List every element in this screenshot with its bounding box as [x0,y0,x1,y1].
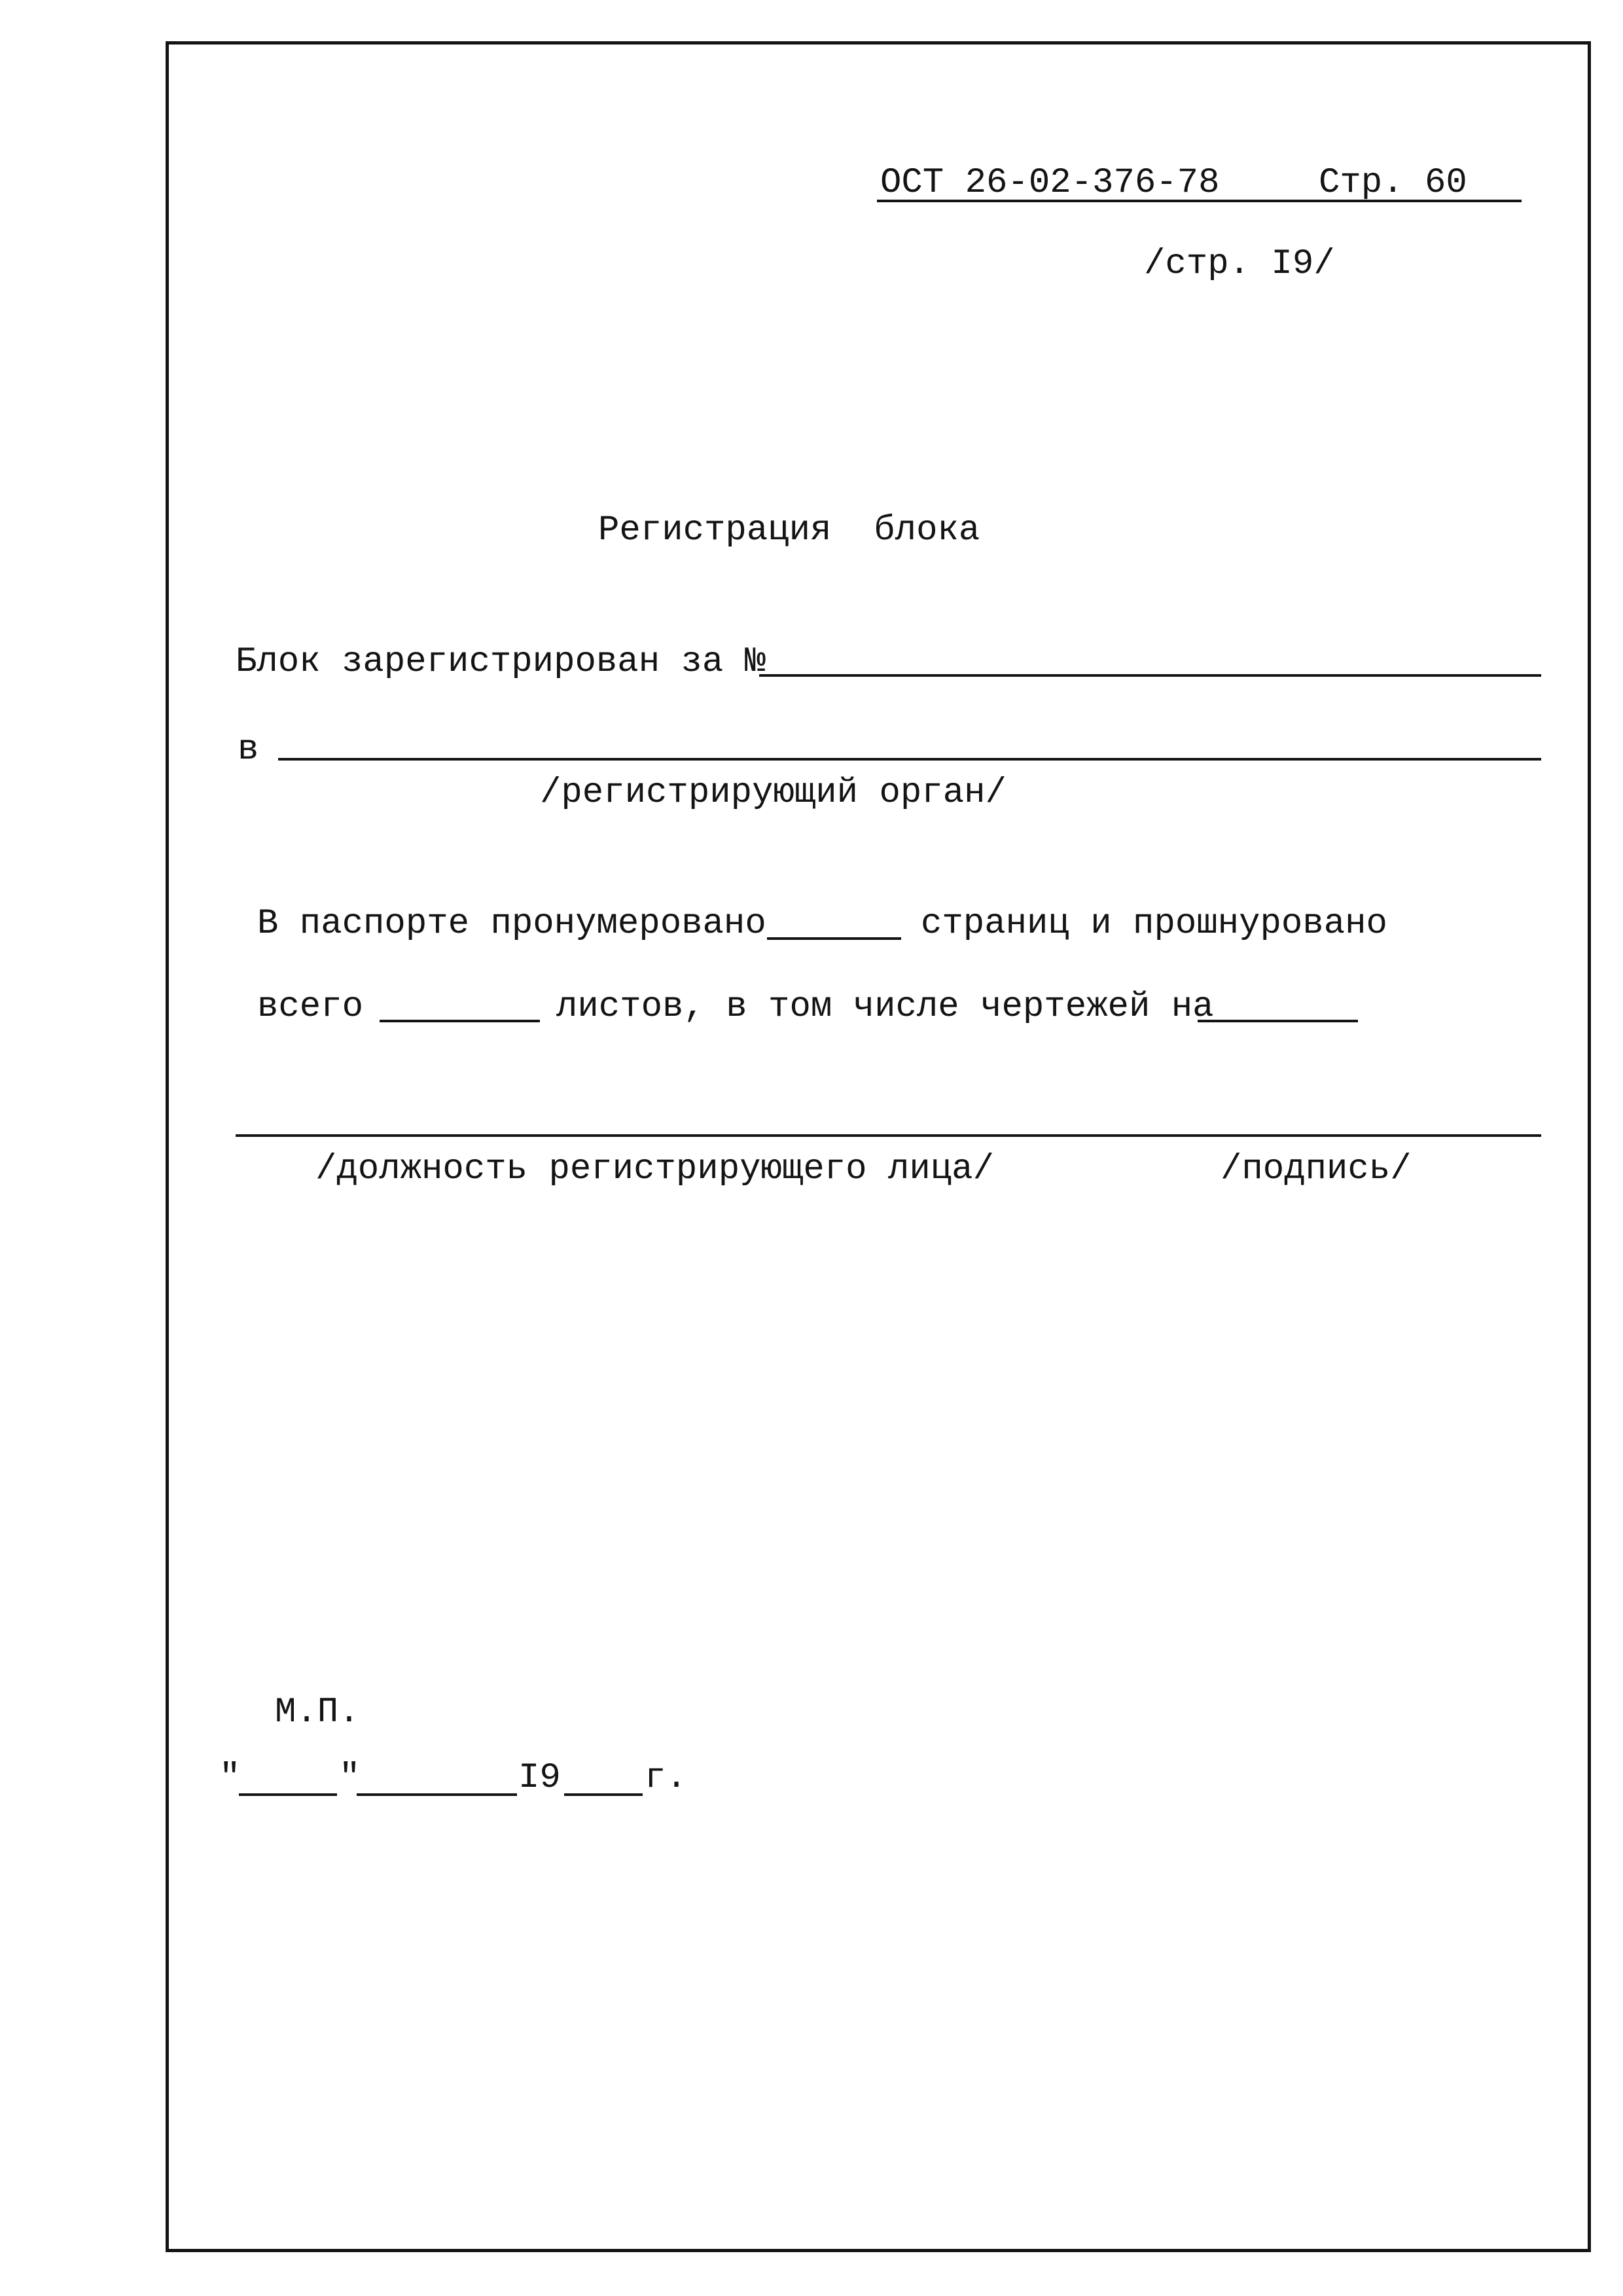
sheets-drawings-label: листов, в том числе чертежей на [556,987,1214,1027]
registering-authority-field[interactable] [278,758,1541,761]
date-year-prefix: I9 [518,1758,561,1798]
page-title: Регистрация блока [598,511,980,550]
drawings-count-field[interactable] [1198,1020,1358,1022]
date-day-field[interactable] [239,1793,337,1796]
date-year-suffix: г. [645,1758,687,1798]
seal-place-label: М.П. [275,1693,360,1732]
passport-laced-label: страниц и прошнуровано [921,904,1387,944]
total-sheets-field[interactable] [380,1020,540,1022]
total-label: всего [257,987,364,1027]
date-quote-open: " [219,1758,241,1798]
signature-caption: /подпись/ [1221,1149,1412,1189]
signature-line[interactable] [236,1134,1541,1137]
passport-pages-label: В паспорте пронумеровано [257,904,766,944]
date-year-field[interactable] [564,1793,643,1796]
page-number: Стр. 60 [1319,163,1467,203]
registration-number-field[interactable] [759,674,1541,677]
position-caption: /должность регистрирующего лица/ [315,1149,994,1189]
registered-label: Блок зарегистрирован за № [236,642,766,682]
date-month-field[interactable] [357,1793,517,1796]
date-quote-close: " [339,1758,361,1798]
header-underline [877,200,1522,202]
standard-code: ОСТ 26-02-376-78 [880,163,1220,203]
registering-authority-caption: /регистрирующий орган/ [540,773,1007,813]
page-border [166,41,1591,2252]
in-label: в [238,730,259,770]
sub-page-number: /стр. I9/ [1144,244,1335,284]
numbered-pages-field[interactable] [767,937,901,940]
